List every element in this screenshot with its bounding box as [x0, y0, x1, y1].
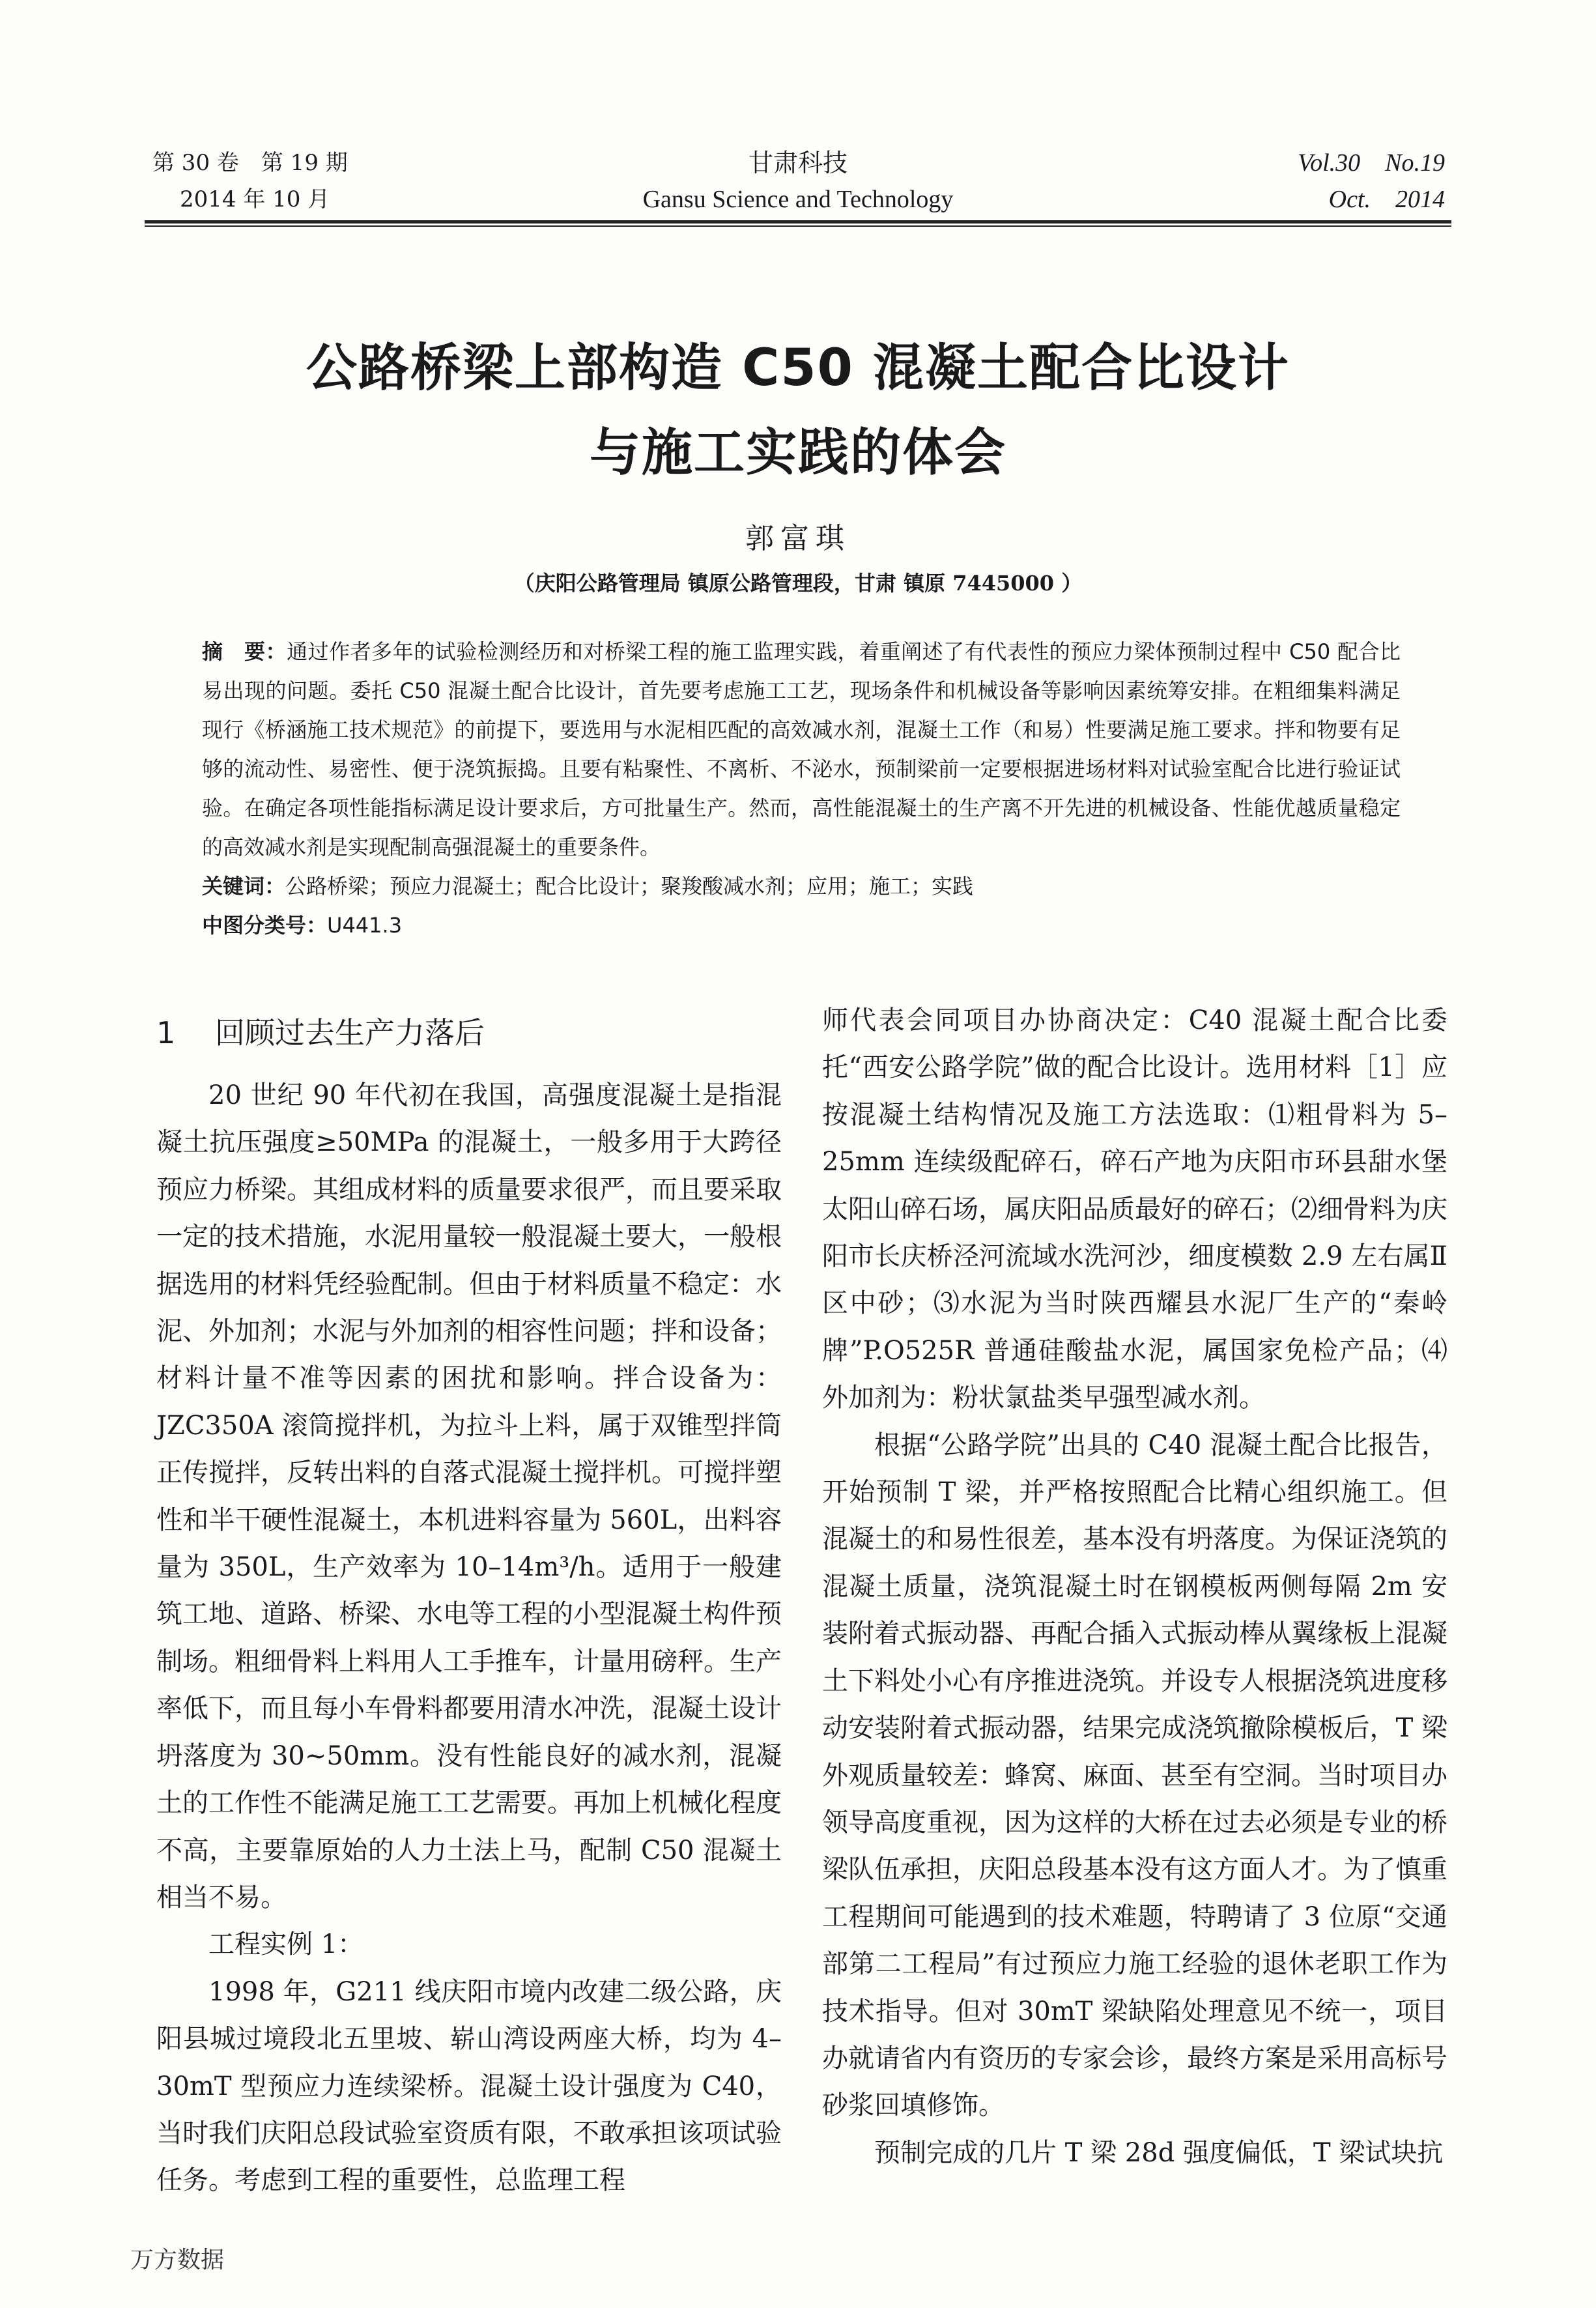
abstract-text: 通过作者多年的试验检测经历和对桥梁工程的施工监理实践，着重阐述了有代表性的预应力梁体预制过程中 C50 配合比易出现的问题。委托 C50 混凝土配合比设计，首先要考虑施工工艺，现场条件和机械设备等影响因素统筹安排。在粗细集料满足现行《桥涵施工技术规范》的前提下，要选用与水泥相匹配的高效减水剂，混凝土工作（和易）性要满足施工要求。拌和物要有足够的流动性、易密性、便于浇筑振捣。且要有粘聚性、不离析、不泌水，预制梁前一定要根据进场材料对试验室配合比进行验证试验。在确定各项性能指标满足设计要求后，方可批量生产。然而，高性能混凝土的生产离不开先进的机械设备、性能优越质量稳定的高效减水剂是实现配制高强混凝土的重要条件。 — [202, 639, 1401, 859]
header-right — [1298, 145, 1445, 218]
left-column — [156, 1000, 782, 2204]
body-paragraph: 师代表会同项目办协商决定：C40 混凝土配合比委托“西安公路学院”做的配合比设计。选用材料［1］应按混凝土结构情况及施工方法选取：⑴粗骨料为 5–25mm 连续级配碎石，碎石产地为庆阳市环县甜水堡太阳山碎石场，属庆阳品质最好的碎石；⑵细骨料为庆阳市长庆桥泾河流域水洗河沙，细度模数 2.9 左右属Ⅱ区中砂；⑶水泥为当时陕西耀县水泥厂生产的“秦岭牌”P.O525R 普通硅酸盐水泥，属国家免检产品；⑷外加剂为：粉状氯盐类早强型减水剂。 — [822, 1005, 1447, 1413]
header-rule-thin — [145, 225, 1451, 227]
body-paragraph: 1998 年，G211 线庆阳市境内改建二级公路，庆阳县城过境段北五里坡、崭山湾设两座大桥，均为 4–30mT 型预应力连续梁桥。混凝土设计强度为 C40，当时我们庆阳总段试验室资质有限，不敢承担该项试验任务。考虑到工程的重要性，总监理工程 — [156, 1976, 782, 2196]
clc-label: 中图分类号： — [202, 913, 328, 938]
volume-issue-en: Vol.30 No.19 — [1298, 149, 1445, 177]
paper-title — [130, 326, 1466, 495]
title-line-2: 与施工实践的体会 — [589, 424, 1006, 482]
volume-issue-cn: 第 30 卷 第 19 期 — [152, 150, 348, 176]
clc-number: U441.3 — [327, 913, 403, 938]
abstract-paragraph — [202, 632, 1401, 867]
author-name: 郭富琪 — [745, 522, 851, 555]
journal-name-en: Gansu Science and Technology — [642, 186, 954, 213]
header-rule — [145, 220, 1451, 224]
body-paragraph: 工程实例 1： — [208, 1929, 364, 1960]
abstract-label: 摘 要： — [202, 639, 287, 664]
footer-watermark-text: 万方数据 — [130, 2247, 225, 2273]
author-affiliation: （庆阳公路管理局 镇原公路管理段，甘肃 镇原 7445000 ） — [513, 571, 1083, 596]
title-line-1: 公路桥梁上部构造 C50 混凝土配合比设计 — [306, 339, 1290, 397]
clc-line — [202, 906, 1401, 945]
abstract-block — [202, 632, 1401, 945]
body-paragraph: 20 世纪 90 年代初在我国，高强度混凝土是指混凝土抗压强度≥50MPa 的混凝土，一般多用于大跨径预应力桥梁。其组成材料的质量要求很严，而且要采取一定的技术措施，水泥用量较一般混凝土要大，一般根据选用的材料凭经验配制。但由于材料质量不稳定：水泥、外加剂；水泥与外加剂的相容性问题；拌和设备；材料计量不准等因素的困扰和影响。拌合设备为：JZC350A 滚筒搅拌机，为拉斗上料，属于双锥型拌筒正传搅拌，反转出料的自落式混凝土搅拌机。可搅拌塑性和半干硬性混凝土，本机进料容量为 560L，出料容量为 350L，生产效率为 10–14m³/h。适用于一般建筑工地、道路、桥梁、水电等工程的小型混凝土构件预制场。粗细骨料上料用人工手推车，计量用磅秤。生产率低下，而且每小车骨料都要用清水冲洗，混凝土设计坍落度为 30~50mm。没有性能良好的减水剂，混凝土的工作性不能满足施工工艺需要。再加上机械化程度不高，主要靠原始的人力土法上马，配制 C50 混凝土相当不易。 — [156, 1080, 782, 1912]
keywords-text: 公路桥梁；预应力混凝土；配合比设计；聚羧酸减水剂；应用；施工；实践 — [285, 874, 974, 899]
section-title: 回顾过去生产力落后 — [215, 1015, 485, 1050]
keywords-label: 关键词： — [202, 874, 286, 899]
header-center — [145, 145, 1451, 218]
date-en: Oct. 2014 — [1328, 186, 1445, 213]
section-heading — [156, 1000, 782, 1065]
body-paragraph: 根据“公路学院”出具的 C40 混凝土配合比报告，开始预制 T 梁，并严格按照配合比精心组织施工。但混凝土的和易性很差，基本没有坍落度。为保证浇筑的混凝土质量，浇筑混凝土时在钢模板两侧每隔 2m 安装附着式振动器、再配合插入式振动棒从翼缘板上混凝土下料处小心有序推进浇筑。并设专人根据浇筑进度移动安装附着式振动器，结果完成浇筑撤除模板后，T 梁外观质量较差：蜂窝、麻面、甚至有空洞。当时项目办领导高度重视，因为这样的大桥在过去必须是专业的桥梁队伍承担，庆阳总段基本没有这方面人才。为了慎重工程期间可能遇到的技术难题，特聘请了 3 位原“交通部第二工程局”有过预应力施工经验的退休老职工作为技术指导。但对 30mT 梁缺陷处理意见不统一，项目办就请省内有资历的专家会诊，最终方案是采用高标号砂浆回填修饰。 — [822, 1430, 1447, 2121]
section-number: 1 — [156, 1015, 176, 1050]
body-paragraph: 预制完成的几片 T 梁 28d 强度偏低，T 梁试块抗 — [874, 2137, 1444, 2168]
keywords-line — [202, 867, 1401, 906]
running-header — [145, 145, 1451, 223]
journal-name-cn: 甘肃科技 — [748, 149, 848, 177]
date-cn: 2014 年 10 月 — [180, 186, 330, 212]
right-column — [822, 997, 1447, 2176]
